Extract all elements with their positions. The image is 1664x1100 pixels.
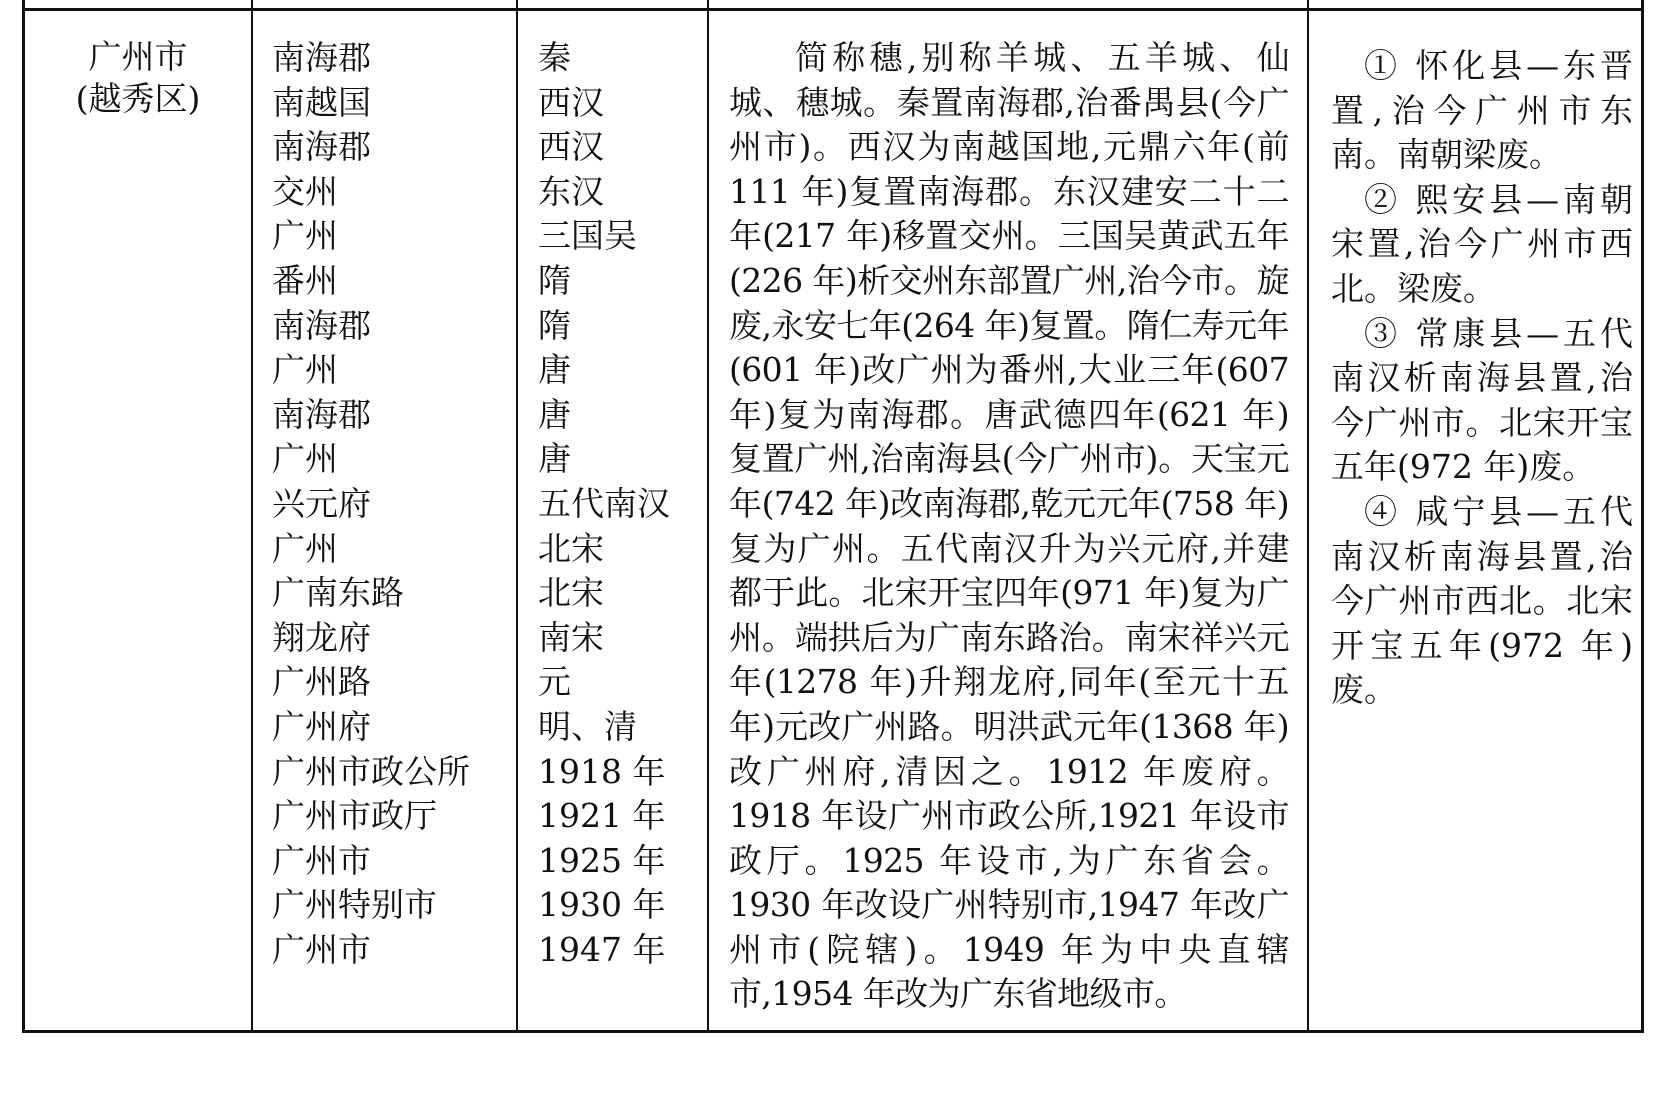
note-item: ② 熙安县—南朝宋置,治今广州市西北。梁废。 bbox=[1331, 179, 1633, 308]
historical-name: 广州 bbox=[272, 439, 338, 479]
historical-name: 广州 bbox=[272, 528, 338, 568]
historical-era: 北宋 bbox=[538, 573, 604, 613]
historical-era: 西汉 bbox=[538, 127, 604, 167]
historical-era: 五代南汉 bbox=[538, 483, 670, 523]
historical-name: 广州市政公所 bbox=[272, 751, 470, 791]
historical-era: 隋 bbox=[538, 305, 571, 345]
historical-era: 南宋 bbox=[538, 617, 604, 657]
note-item: ④ 咸宁县—五代南汉析南海县置,治今广州市西北。北宋开宝五年(972 年)废。 bbox=[1331, 491, 1633, 710]
historical-name: 南海郡 bbox=[272, 38, 371, 77]
historical-eras-column bbox=[538, 36, 708, 972]
historical-name: 兴元府 bbox=[272, 483, 371, 523]
historical-name: 番州 bbox=[272, 260, 338, 300]
description-cell: 简称穗,别称羊城、五羊城、仙城、穗城。秦置南海郡,治番禺县(今广州市)。西汉为南越国地,元鼎六年(前 111 年)复置南海郡。东汉建安二十二年(217 年)移置交州。三国吴黄武五年(226 年)析交州东部置广州,治今市。旋废,永安七年(264 年)复置。隋仁寿元年(601 年)改广州为番州,大业三年(607 年)复为南海郡。唐武德四年(621 年)复置广州,治南海县(今广州市)。天宝元年(742 年)改南海郡,乾元元年(758 年)复为广州。五代南汉升为兴元府,并建都于此。北宋开宝四年(971 年)复为广州。端拱后为广南东路治。南宋祥兴元年(1278 年)升翔龙府,同年(至元十五年)元改广州路。明洪武元年(1368 年)改广州府,清因之。1912 年废府。1918 年设广州市政公所,1921 年设市政厅。1925 年设市,为广东省会。1930 年改设广州特别市,1947 年改广州市(院辖)。1949 年为中央直辖市,1954 年改为广东省地级市。 bbox=[729, 38, 1289, 1014]
historical-name: 广南东路 bbox=[272, 573, 404, 613]
historical-era: 唐 bbox=[538, 350, 571, 390]
historical-name: 广州特别市 bbox=[272, 885, 437, 925]
historical-era: 唐 bbox=[538, 439, 571, 479]
historical-era: 隋 bbox=[538, 260, 571, 300]
historical-name: 交州 bbox=[272, 171, 338, 211]
historical-name: 南海郡 bbox=[272, 394, 371, 434]
historical-era: 明、清 bbox=[538, 706, 637, 746]
historical-name: 翔龙府 bbox=[272, 617, 371, 657]
historical-era: 东汉 bbox=[538, 171, 604, 211]
note-item: ① 怀化县—东晋置,治今广州市东南。南朝梁废。 bbox=[1331, 46, 1633, 175]
historical-name: 广州府 bbox=[272, 706, 371, 746]
historical-name: 南海郡 bbox=[272, 127, 371, 167]
historical-name: 广州市 bbox=[272, 929, 371, 969]
historical-era: 1918 年 bbox=[538, 751, 666, 791]
historical-names-column bbox=[272, 36, 532, 972]
historical-era: 北宋 bbox=[538, 528, 604, 568]
historical-name: 广州市 bbox=[272, 840, 371, 880]
note-item: ③ 常康县—五代南汉析南海县置,治今广州市。北宋开宝五年(972 年)废。 bbox=[1331, 313, 1633, 487]
column-divider bbox=[251, 10, 253, 1033]
historical-era: 1947 年 bbox=[538, 929, 666, 969]
historical-era: 元 bbox=[538, 662, 571, 702]
historical-era: 三国吴 bbox=[538, 216, 637, 256]
historical-era: 秦 bbox=[538, 38, 571, 77]
historical-name: 广州 bbox=[272, 216, 338, 256]
city-district: (越秀区) bbox=[75, 79, 201, 118]
column-divider bbox=[1307, 10, 1309, 1033]
historical-name: 南越国 bbox=[272, 82, 371, 122]
historical-era: 唐 bbox=[538, 394, 571, 434]
historical-era: 1930 年 bbox=[538, 885, 666, 925]
city-cell bbox=[25, 36, 251, 120]
historical-name: 广州市政厅 bbox=[272, 796, 437, 836]
historical-era: 1925 年 bbox=[538, 840, 666, 880]
historical-name: 南海郡 bbox=[272, 305, 371, 345]
historical-era: 1921 年 bbox=[538, 796, 666, 836]
city-name: 广州市 bbox=[88, 37, 188, 76]
historical-name: 广州路 bbox=[272, 662, 371, 702]
historical-name: 广州 bbox=[272, 350, 338, 390]
historical-era: 西汉 bbox=[538, 82, 604, 122]
notes-cell bbox=[1331, 44, 1633, 713]
